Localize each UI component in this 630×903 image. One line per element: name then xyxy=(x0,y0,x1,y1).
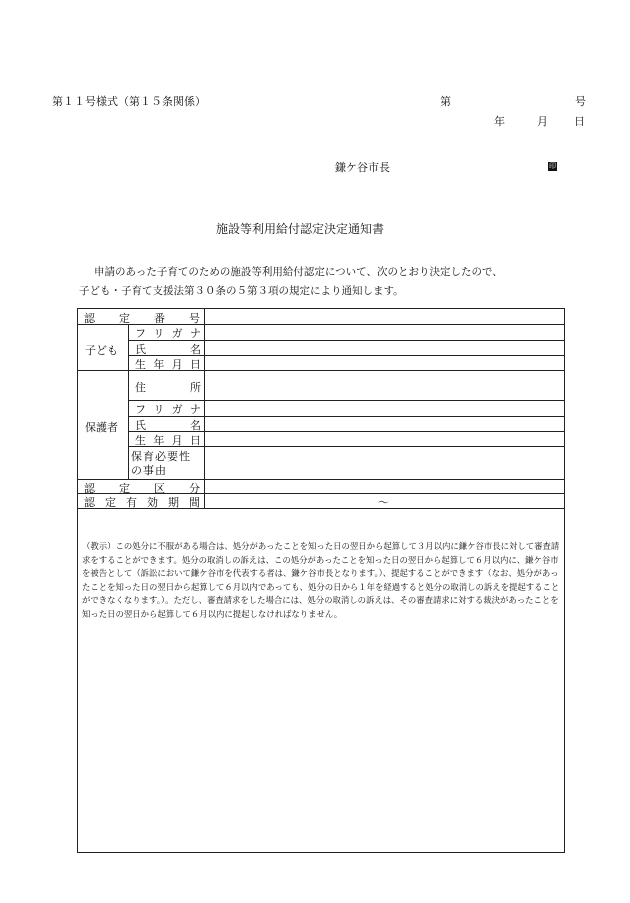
seal-icon: 印 xyxy=(549,162,556,170)
cert-category-label: 認 定 区 分 xyxy=(84,482,200,495)
issuer-name: 鎌ケ谷市長 xyxy=(335,161,390,174)
date-month-label: 月 xyxy=(537,115,548,128)
cert-number-label: 認 定 番 号 xyxy=(84,312,200,325)
child-name-label: 氏 名 xyxy=(135,343,201,356)
intro-line-1: 申請のあった子育てのための施設等利用給付認定について、次のとおり決定したので、 xyxy=(94,266,503,278)
validity-period-separator: ～ xyxy=(378,496,389,509)
child-group-label: 子ども xyxy=(85,344,118,357)
intro-line-2: 子ども・子育て支援法第３０条の５第３項の規定により通知します。 xyxy=(79,285,404,297)
guardian-birthdate-label: 生 年 月 日 xyxy=(135,434,201,447)
appeal-notice-text: （教示）この処分に不服がある場合は、処分があったことを知った日の翌日から起算して３月以内に鎌ケ谷市長に対して審査請求をすることができます。処分の取消しの訴えは、この処分があったことを知った日の翌日から起算して６月以内に、鎌ケ谷市を被告として（訴訟において鎌ケ谷市を代表する者は、鎌ケ谷市長となります。）、提起することができます（なお、処分があったことを知った日の翌日から起算して６月以内であっても、処分の日から１年を経過すると処分の取消しの訴えを提起することができなくなります。）。ただし、審査請求をした場合には、処分の取消しの訴えは、その審査請求に対する裁決があったことを知った日の翌日から起算して６月以内に提起しなければなりません。 xyxy=(82,541,560,619)
guardian-address-label: 住 所 xyxy=(135,381,201,394)
doc-number-prefix: 第 xyxy=(440,95,451,108)
child-birthdate-label: 生 年 月 日 xyxy=(135,358,201,371)
document-title: 施設等利用給付認定決定通知書 xyxy=(216,222,385,236)
date-year-label: 年 xyxy=(494,115,505,128)
validity-period-label: 認 定 有 効 期 間 xyxy=(84,496,200,509)
guardian-group-label: 保護者 xyxy=(85,421,118,434)
care-necessity-label: 保育必要性 の事由 xyxy=(131,450,191,477)
doc-number-suffix: 号 xyxy=(575,95,586,108)
date-day-label: 日 xyxy=(574,115,585,128)
form-number: 第１１号様式（第１５条関係） xyxy=(52,95,206,108)
child-furigana-label: フ リ ガ ナ xyxy=(135,327,201,340)
guardian-furigana-label: フ リ ガ ナ xyxy=(135,403,201,416)
guardian-name-label: 氏 名 xyxy=(135,419,201,432)
